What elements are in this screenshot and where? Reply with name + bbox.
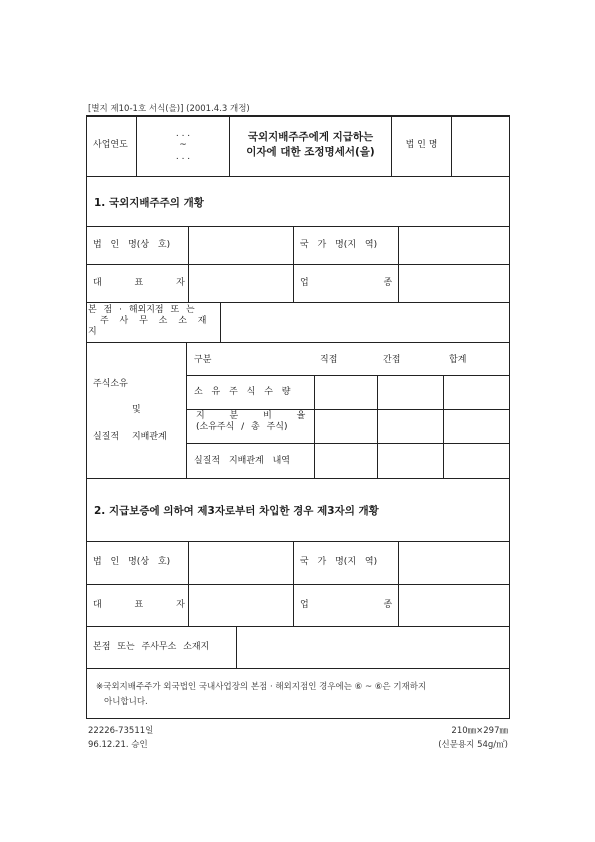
s2-country-label: 국 가 명(지 역) [300, 557, 378, 567]
paper-size: 210㎜×297㎜ [451, 726, 508, 736]
s1-address-label-line2: 주 사 무 소 소 재 [100, 316, 207, 326]
date-dots-top: . . . [175, 129, 191, 139]
ownership-label-line2: 및 [132, 405, 141, 415]
ownership-label-line3: 실질적 지배관계 [93, 432, 167, 442]
col-header-direct: 직접 [320, 355, 338, 365]
footnote-line2: 아니합니다. [104, 697, 148, 707]
section2-heading: 2. 지급보증에 의하여 제3자로부터 차입한 경우 제3자의 개황 [94, 505, 379, 517]
s1-address-label [88, 305, 206, 338]
owned-shares-label: 소 유 주 식 수 량 [194, 387, 291, 397]
s2-corp-name-label: 법 인 명(상 호) [93, 557, 171, 567]
col-header-indirect: 간접 [383, 355, 401, 365]
section1-heading: 1. 국외지배주주의 개황 [94, 197, 204, 209]
ownership-label-line1: 주식소유 [93, 379, 128, 389]
s1-country-label: 국 가 명(지 역) [300, 240, 378, 250]
corp-name-label: 법 인 명 [405, 140, 438, 150]
s1-address-label-line3: 지 [88, 327, 97, 337]
approval-date: 96.12.21. 승인 [88, 740, 148, 750]
control-details-label: 실질적 지배관계 내역 [194, 456, 290, 466]
share-ratio-line2: (소유주식 / 총 주식) [196, 422, 288, 432]
business-year-label: 사업연도 [93, 140, 128, 150]
s2-industry-label: 업 종 [300, 600, 393, 610]
footnote [96, 680, 426, 710]
date-tilde: ~ [179, 140, 187, 150]
paper-type: (신문용지 54g/㎡) [438, 740, 508, 750]
share-ratio-line1: 지 분 비 율 [196, 411, 306, 421]
s1-industry-label: 업 종 [300, 278, 393, 288]
s1-corp-name-label: 법 인 명(상 호) [93, 240, 171, 250]
form-title [230, 130, 391, 160]
s2-address-label: 본점 또는 주사무소 소재지 [93, 642, 210, 652]
share-ratio-label [190, 411, 312, 433]
col-header-category: 구분 [194, 355, 212, 365]
s1-representative-label: 대 표 자 [93, 278, 185, 288]
s1-address-label-line1: 본 점 · 해외지점 또 는 [88, 305, 195, 315]
form-title-line1: 국외지배주주에게 지급하는 [247, 131, 374, 143]
date-dots-bottom: . . . [175, 152, 191, 162]
col-header-total: 합계 [449, 355, 467, 365]
form-number: 22226-73511일 [88, 726, 154, 736]
footnote-line1: ※국외지배주주가 외국법인 국내사업장의 본점 · 해외지점인 경우에는 ⑥ ~ ⑥은 기재하지 [96, 682, 427, 692]
form-title-line2: 이자에 대한 조정명세서(을) [246, 146, 375, 158]
s2-representative-label: 대 표 자 [93, 600, 185, 610]
form-reference: [별지 제10-1호 서식(을)] (2001.4.3 개정) [88, 104, 250, 114]
